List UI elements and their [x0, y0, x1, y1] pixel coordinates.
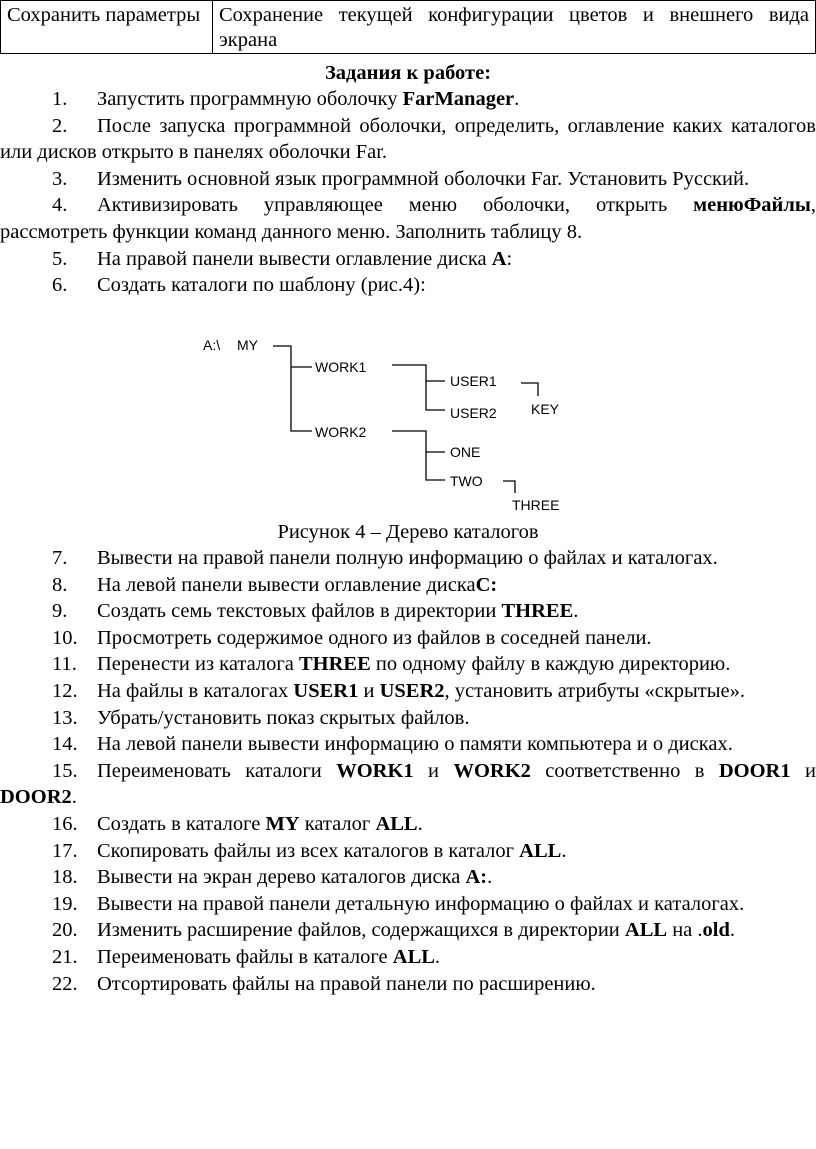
task-text: Изменить основной язык программной оболочки Far. Установить Русский. — [97, 167, 750, 190]
task-text: Изменить расширение файлов, содержащихся в директории — [97, 919, 625, 942]
task-text: Активизировать управляющее меню оболочки, открыть — [97, 194, 694, 217]
task-list-part-2 — [0, 545, 816, 997]
task-text: На файлы в каталогах — [97, 679, 294, 702]
node-three: THREE — [512, 497, 560, 513]
node-user2: USER2 — [450, 405, 497, 421]
task-text-bold: ALL — [375, 812, 418, 835]
task-item — [0, 891, 816, 918]
task-text: Создать семь текстовых файлов в директории — [97, 600, 502, 623]
task-number: 1. — [52, 88, 68, 110]
task-number: 8. — [52, 573, 68, 596]
task-text-bold: DOOR2 — [0, 786, 72, 809]
task-item — [0, 944, 816, 971]
task-text: : — [506, 247, 513, 270]
task-text: Переименовать файлы в каталоге — [97, 945, 393, 968]
task-number: 19. — [52, 892, 78, 915]
task-text: , рассмотреть функции команд данного меню. Заполнить таблицу 8. — [0, 194, 816, 243]
task-text-bold: WORK1 — [336, 759, 414, 782]
task-text: Создать в каталоге — [97, 812, 266, 835]
task-number: 7. — [52, 547, 68, 569]
task-number: 3. — [52, 167, 68, 190]
task-item — [0, 864, 816, 891]
task-text: На левой панели вывести информацию о памяти компьютера и о дисках. — [97, 733, 733, 756]
task-text: соответственно в — [530, 759, 719, 782]
task-text: Скопировать файлы из всех каталогов в каталог — [97, 839, 520, 862]
edge-user1-key — [521, 383, 538, 396]
task-text-bold: USER1 — [293, 679, 359, 702]
task-text: . — [573, 600, 579, 623]
task-text-bold: А — [491, 247, 507, 270]
task-number: 15. — [52, 759, 78, 782]
task-text: по одному файлу в каждую директорию. — [370, 653, 731, 676]
task-item — [0, 838, 816, 865]
task-text: и — [790, 759, 816, 782]
task-text-bold: ALL — [624, 919, 668, 942]
task-text: . — [417, 812, 423, 835]
task-item — [0, 86, 816, 113]
task-text-bold: THREE — [299, 653, 371, 676]
node-root: A:\ — [203, 337, 221, 353]
table-cell-description: Сохранение текущей конфигурации цветов и внешнего вида экрана — [213, 1, 816, 54]
task-text: и — [413, 759, 454, 782]
task-text-bold: THREE — [501, 600, 574, 623]
task-text-bold: ALL — [392, 945, 435, 968]
task-item — [0, 651, 816, 678]
task-number: 4. — [52, 194, 68, 217]
task-text-bold: менюФайлы — [693, 194, 811, 217]
task-number: 6. — [52, 274, 68, 297]
task-number: 9. — [52, 600, 68, 623]
task-list-part-1 — [0, 86, 816, 299]
task-item — [0, 598, 816, 625]
task-text: Запустить программную оболочку — [97, 88, 403, 110]
task-item — [0, 758, 816, 811]
commands-table — [0, 0, 816, 54]
task-number: 17. — [52, 839, 78, 862]
task-number: 16. — [52, 812, 78, 835]
task-text-bold: ALL — [519, 839, 562, 862]
task-number: 18. — [52, 866, 78, 889]
node-two: TWO — [450, 473, 483, 489]
task-item — [0, 678, 816, 705]
task-item — [0, 572, 816, 599]
edge-my-work2 — [273, 346, 312, 431]
node-one: ONE — [450, 444, 481, 460]
node-work2: WORK2 — [315, 424, 367, 440]
figure-caption: Рисунок 4 – Дерево каталогов — [277, 521, 539, 543]
task-text: На правой панели вывести оглавление диска — [97, 247, 492, 270]
task-text: Отсортировать файлы на правой панели по расширению. — [97, 972, 596, 995]
task-number: 22. — [52, 972, 78, 995]
section-heading: Задания к работе: — [324, 62, 492, 84]
task-text: Создать каталоги по шаблону (рис.4): — [97, 274, 426, 297]
task-number: 5. — [52, 247, 68, 270]
table-cell-command: Сохранить параметры — [1, 1, 213, 54]
node-key: KEY — [531, 401, 560, 417]
task-text: На левой панели вывести оглавление диска — [97, 573, 476, 596]
task-text: После запуска программной оболочки, определить, оглавление каких каталогов или дисков открыто в панелях оболочки Far. — [0, 114, 816, 164]
task-text-bold: А: — [465, 866, 488, 889]
task-number: 12. — [52, 679, 78, 702]
task-text: . — [561, 839, 567, 862]
directory-tree-figure — [170, 330, 600, 520]
task-text-bold: DOOR1 — [718, 759, 791, 782]
task-text-bold: WORK2 — [453, 759, 531, 782]
node-user1: USER1 — [450, 373, 497, 389]
task-item — [0, 272, 816, 299]
task-text: каталог — [299, 812, 376, 835]
task-text: . — [729, 919, 735, 942]
task-text: . — [71, 786, 77, 809]
task-text-bold: FarManager — [402, 88, 515, 110]
task-text: Просмотреть содержимое одного из файлов в соседней панели. — [97, 626, 652, 649]
task-item — [0, 811, 816, 838]
task-text: Вывести на правой панели полную информацию о файлах и каталогах. — [97, 547, 718, 569]
task-number: 14. — [52, 733, 78, 756]
task-text: . — [487, 866, 493, 889]
task-text: Вывести на экран дерево каталогов диска — [97, 866, 466, 889]
task-item — [0, 625, 816, 652]
task-item — [0, 705, 816, 732]
task-item — [0, 971, 816, 998]
node-my: MY — [237, 337, 258, 353]
directory-tree-diagram — [170, 330, 600, 520]
task-text: , установить атрибуты «скрытые». — [444, 679, 746, 702]
task-item — [0, 113, 816, 166]
task-text: на . — [667, 919, 703, 942]
task-text: и — [358, 679, 380, 702]
task-item — [0, 246, 816, 273]
task-text-bold: MY — [265, 812, 300, 835]
task-text: . — [434, 945, 441, 968]
task-text-bold: USER2 — [379, 679, 445, 702]
task-item — [0, 917, 816, 944]
task-text: Перенести из каталога — [97, 653, 299, 676]
task-text: Переименовать каталоги — [97, 759, 337, 782]
table-row — [1, 1, 816, 54]
task-number: 10. — [52, 626, 78, 649]
task-text: . — [514, 88, 520, 110]
edge-work2-two — [392, 431, 445, 480]
task-number: 11. — [52, 653, 77, 676]
task-number: 2. — [52, 114, 68, 137]
task-item — [0, 731, 816, 758]
task-item — [0, 192, 816, 245]
task-number: 13. — [52, 706, 78, 729]
edge-two-three — [503, 481, 515, 493]
node-work1: WORK1 — [315, 359, 367, 375]
task-text: Убрать/установить показ скрытых файлов. — [97, 706, 470, 729]
edge-work1-user2 — [392, 365, 445, 410]
task-number: 21. — [52, 945, 78, 968]
task-text-bold: С: — [475, 573, 498, 596]
task-item — [0, 166, 816, 193]
task-text-bold: old — [702, 919, 730, 942]
task-item — [0, 545, 816, 572]
task-number: 20. — [52, 919, 78, 942]
task-text: Вывести на правой панели детальную информацию о файлах и каталогах. — [97, 892, 745, 915]
